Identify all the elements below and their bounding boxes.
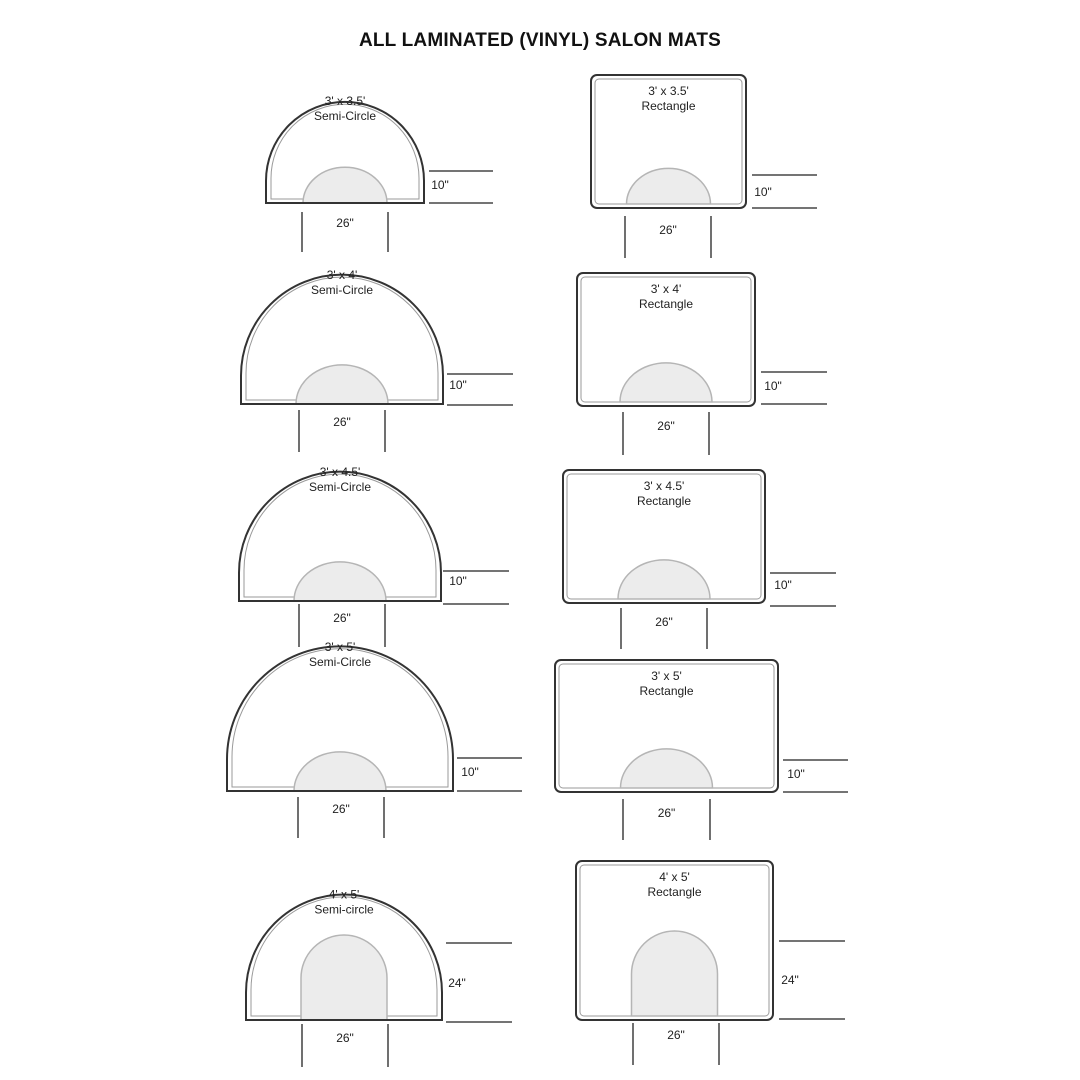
depth-dimension-label: 10" [774,578,792,592]
mat-semicircle-1 [266,94,493,252]
width-dimension-label: 26" [667,1028,685,1042]
width-dimension-label: 26" [657,806,676,820]
mat-rectangle-6 [563,470,836,649]
mat-semicircle-5 [239,465,509,647]
depth-dimension-label: 24" [448,976,466,990]
width-dimension-label: 26" [333,611,351,625]
mat-shape-label: Rectangle [636,494,692,508]
mat-shape-label: Semi-Circle [313,109,377,124]
mat-rectangle-10 [576,861,845,1065]
mat-size-label: 3' x 5' [324,639,356,654]
depth-dimension-label: 10" [449,378,467,392]
depth-dimension-label: 10" [764,379,782,393]
depth-dimension-label: 24" [781,973,799,987]
mat-size-label: 3' x 5' [651,669,682,683]
depth-dimension-label: 10" [449,574,467,588]
chair-cutout [632,931,718,1016]
mat-size-label: 4' x 5' [659,870,690,884]
mat-size-label: 4' x 5' [328,887,360,902]
mat-rectangle-8 [555,660,848,840]
mat-rectangle-2 [591,75,817,258]
mat-shape-label: Rectangle [639,684,694,698]
mat-shape-label: Rectangle [638,297,694,311]
depth-dimension-label: 10" [787,767,805,781]
mat-size-label: 3' x 4' [650,282,682,296]
page-title: ALL LAMINATED (VINYL) SALON MATS [358,30,722,51]
mat-shape-label: Semi-Circle [308,479,372,494]
mat-size-label: 3' x 4.5' [319,464,361,479]
chair-cutout [301,935,387,1020]
mat-shape-label: Semi-Circle [310,282,374,297]
mat-shape-label: Semi-Circle [308,654,372,669]
mat-semicircle-9 [246,887,512,1067]
depth-dimension-label: 10" [461,765,479,779]
width-dimension-label: 26" [655,615,673,629]
mat-size-label: 3' x 3.5' [324,94,366,109]
mat-size-label: 3' x 3.5' [648,84,689,98]
mat-rectangle-4 [577,273,827,455]
width-dimension-label: 26" [657,419,675,433]
mat-semicircle-7 [227,640,522,838]
mat-semicircle-3 [241,268,513,452]
mat-shape-label: Rectangle [647,885,702,899]
width-dimension-label: 26" [333,415,351,429]
width-dimension-label: 26" [659,223,677,237]
width-dimension-label: 26" [332,802,350,816]
mat-size-label: 3' x 4.5' [643,479,685,493]
depth-dimension-label: 10" [431,178,449,192]
depth-dimension-label: 10" [754,185,772,199]
width-dimension-label: 26" [336,1031,354,1045]
mat-shape-label: Rectangle [641,99,696,113]
mat-size-label: 3' x 4' [326,267,358,282]
width-dimension-label: 26" [336,216,354,230]
mat-shape-label: Semi-circle [314,902,374,917]
